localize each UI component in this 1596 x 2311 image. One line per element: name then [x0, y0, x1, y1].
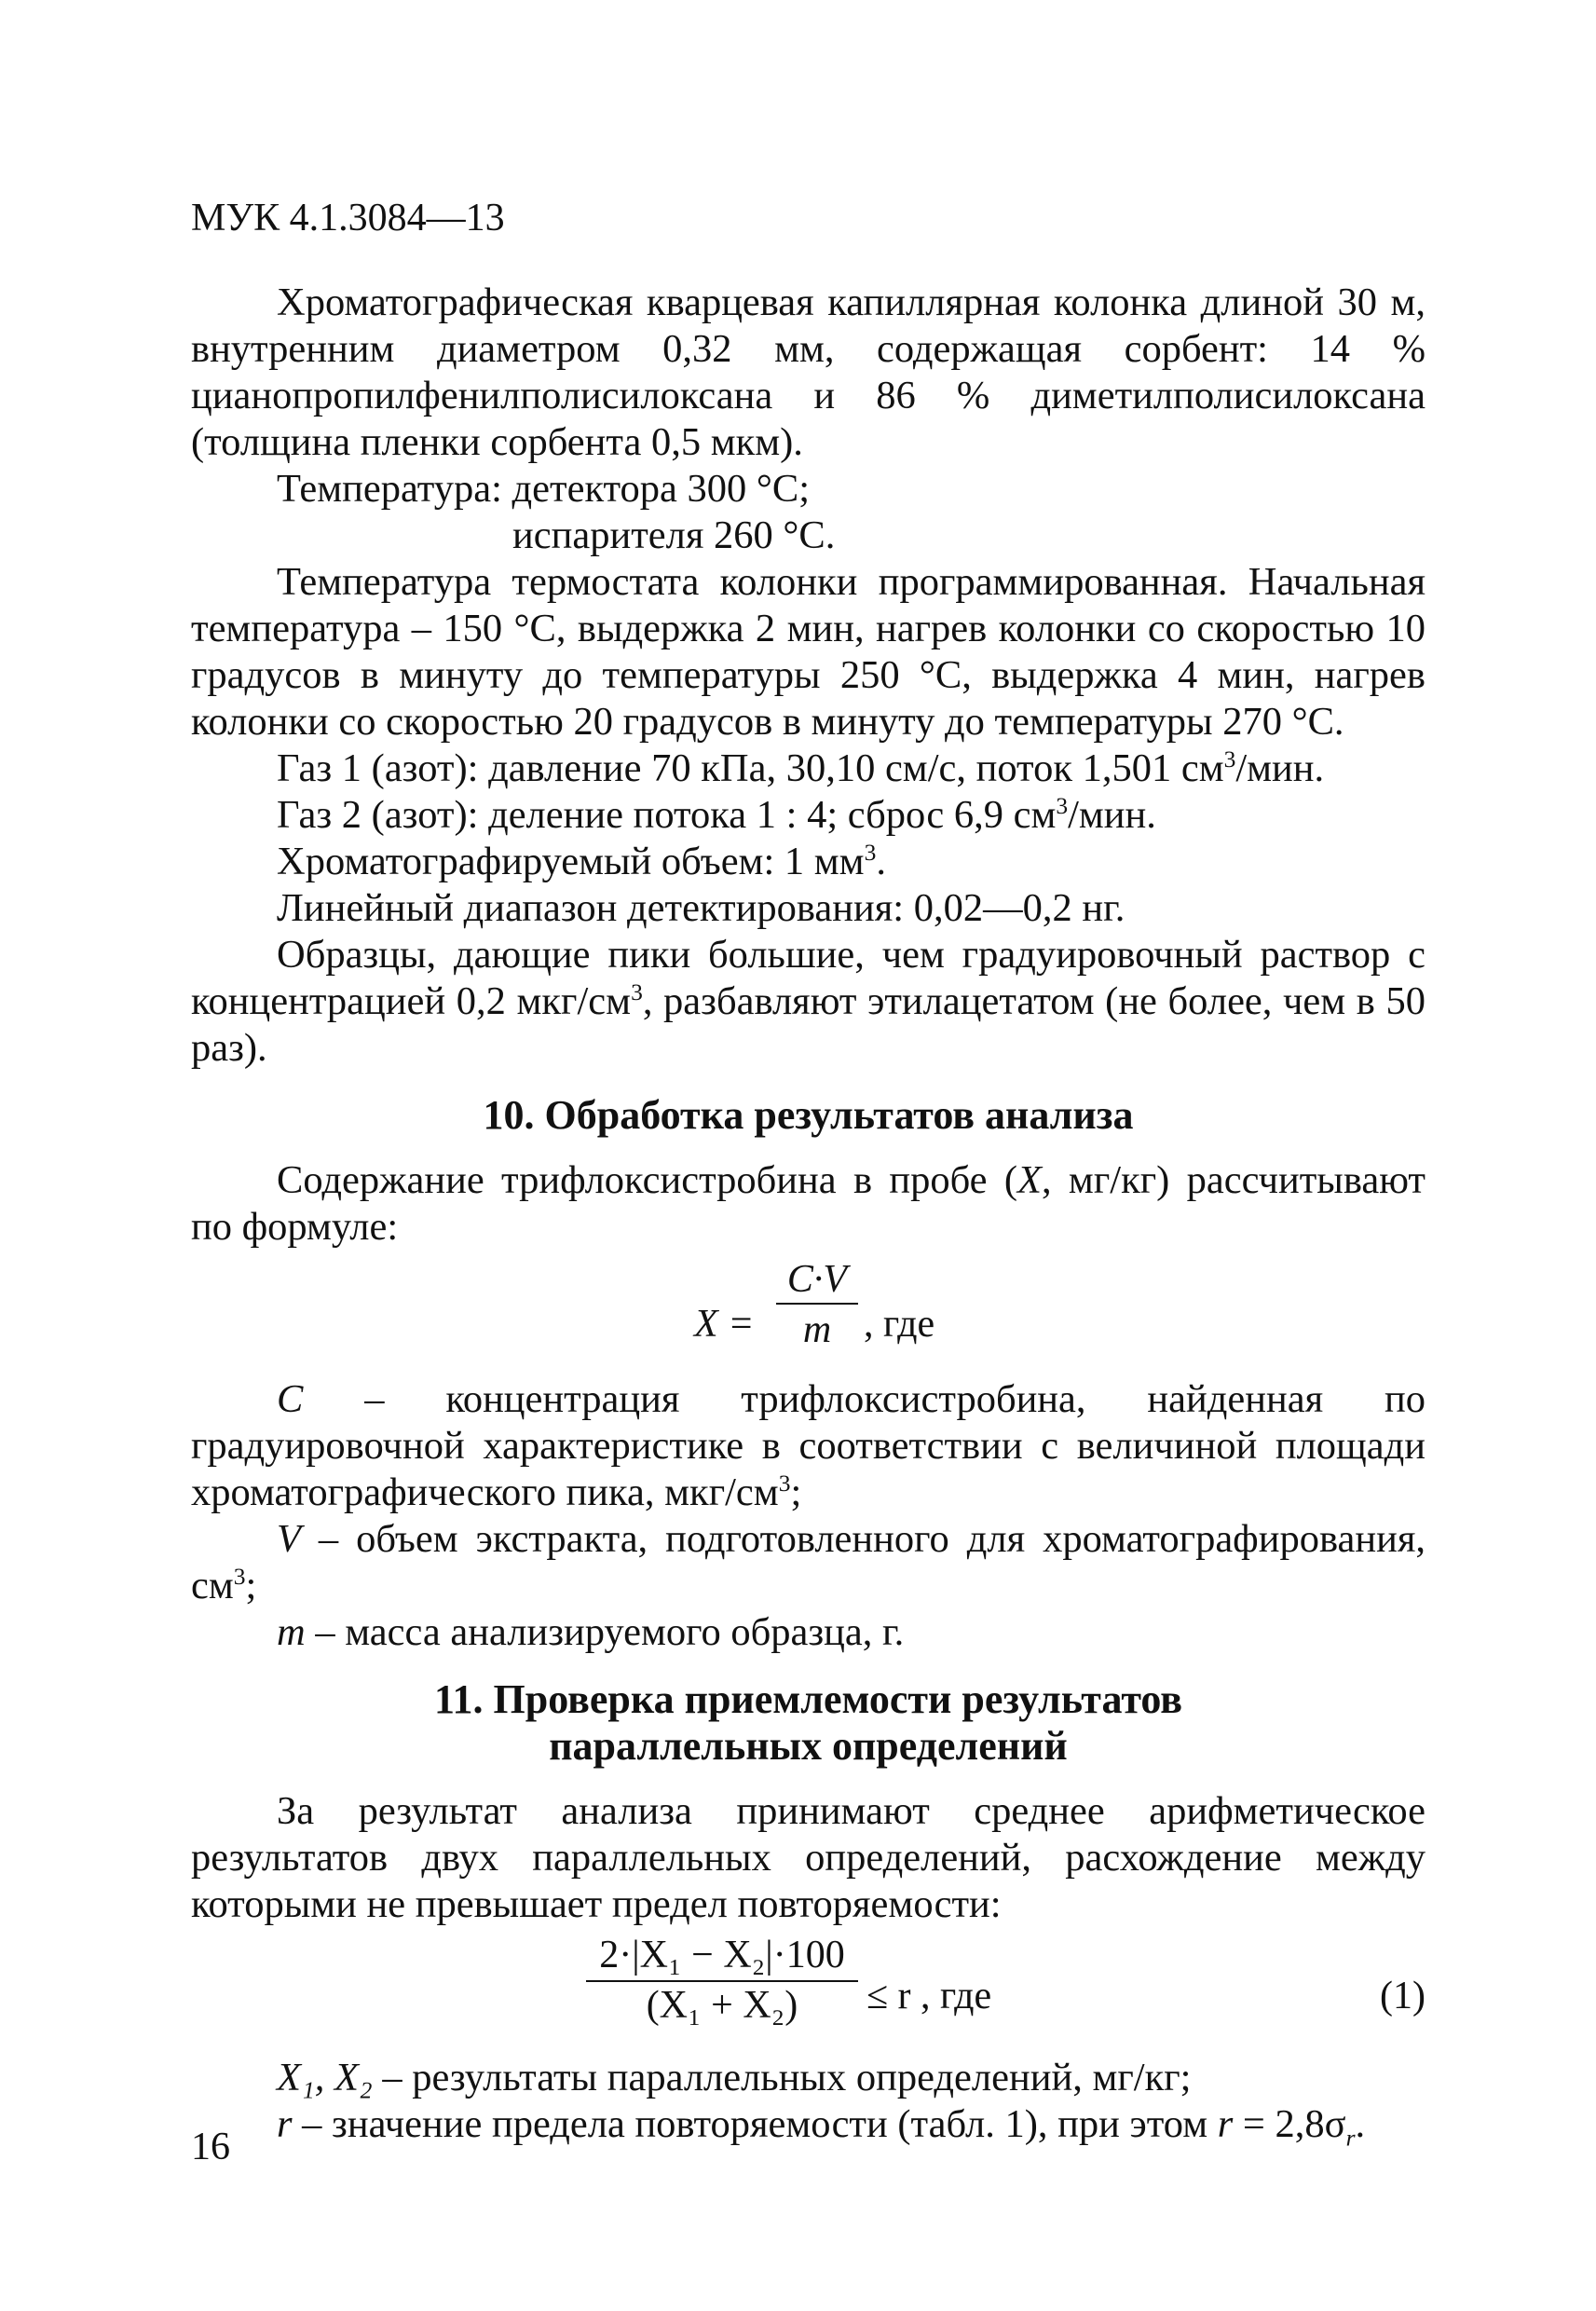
- paragraph-evaporator: испарителя 260 °С.: [512, 513, 836, 557]
- document-header: МУК 4.1.3084—13: [191, 197, 505, 239]
- definition-text: – объем экстракта, подготовленного для хроматографирования, см: [191, 1517, 1425, 1607]
- fraction-bar: [776, 1303, 858, 1305]
- paragraph-linear-range: Линейный диапазон детектирования: 0,02—0,2 нг.: [277, 886, 1125, 930]
- gas1-tail: /мин.: [1235, 746, 1325, 790]
- paragraph-column: Хроматографическая кварцевая капиллярная колонка длиной 30 м, внутренним диаметром 0,32 мм, содержащая сорбент: 14 % цианопропилфенилполисилоксана и 86 % диметилполисилоксана (толщина пленки сорбента 0,5 мкм).: [191, 280, 1425, 464]
- paragraph-volume: [191, 839, 1425, 885]
- superscript-3: 3: [778, 1469, 791, 1497]
- formula-fraction: [582, 1932, 862, 2031]
- definition-c: [191, 1376, 1425, 1516]
- paragraph-gas1: [191, 745, 1425, 792]
- formula-denominator: (X₁ + X₂): [646, 1984, 798, 2027]
- intro-text-b: , мг/кг) рассчитывают по формуле:: [191, 1158, 1425, 1249]
- volume-text: Хроматографируемый объем: 1 мм: [277, 840, 865, 883]
- definition-r: [191, 2101, 1425, 2152]
- formula-numerator: 2·|X₁ − X₂|·100: [599, 1934, 845, 1976]
- definition-text: – масса анализируемого образца, г.: [305, 1610, 905, 1654]
- formula-numerator: C·V: [786, 1258, 848, 1301]
- formula-where: ≤ r , где: [866, 1975, 992, 2017]
- definition-m: [191, 1609, 1425, 1656]
- symbol-x1-x2: X₁, X₂: [277, 2056, 373, 2099]
- section-11-title-line1: 11. Проверка приемлемости результатов: [433, 1676, 1183, 1722]
- formula-x: [191, 1256, 1425, 1363]
- gas2-text: Газ 2 (азот): деление потока 1 : 4; сброс 6,9 см: [277, 793, 1057, 837]
- definition-text: – результаты параллельных определений, мг/кг;: [372, 2056, 1192, 2099]
- section-11-title: [191, 1676, 1425, 1770]
- definition-formula: = 2,8σ: [1233, 2102, 1346, 2146]
- superscript-3: 3: [1223, 745, 1236, 773]
- superscript-3: 3: [864, 838, 877, 866]
- symbol-v: V: [277, 1517, 301, 1561]
- formula-fraction: [771, 1256, 864, 1353]
- samples-text: Образцы, дающие пики большие, чем градуировочный раствор с концентрацией 0,2 мкг/см: [191, 933, 1425, 1023]
- samples-tail: , разбавляют этилацетатом (не более, чем в 50 раз).: [191, 979, 1425, 1070]
- definition-end: .: [1355, 2102, 1366, 2146]
- definition-tail: ;: [245, 1564, 257, 1607]
- symbol-m: m: [277, 1610, 306, 1654]
- definition-tail: ;: [790, 1470, 802, 1514]
- formula-denominator: m: [802, 1308, 832, 1351]
- section-10-intro: [191, 1157, 1425, 1251]
- gas1-text: Газ 1 (азот): давление 70 кПа, 30,10 см/с, поток 1,501 см: [277, 746, 1224, 790]
- paragraph-samples: [191, 932, 1425, 1072]
- section-10-title: 10. Обработка результатов анализа: [483, 1092, 1134, 1138]
- definition-x1-x2: [191, 2055, 1425, 2101]
- section-11-intro: За результат анализа принимают среднее арифметическое результатов двух параллельных определений, расхождение между которыми не превышает предел повторяемости:: [191, 1789, 1425, 1926]
- symbol-r: r: [277, 2102, 293, 2146]
- paragraph-gas2: [191, 792, 1425, 839]
- gas2-tail: /мин.: [1068, 793, 1156, 837]
- formula-where: , где: [864, 1303, 935, 1346]
- paragraph-thermostat: Температура термостата колонки программированная. Начальная температура – 150 °С, выдержка 2 мин, нагрев колонки со скоростью 10 градусов в минуту до температуры 250 °С, выдержка 4 мин, нагрев колонки со скоростью 20 градусов в минуту до температуры 270 °С.: [191, 560, 1425, 744]
- symbol-c: C: [277, 1377, 304, 1421]
- subscript-r: r: [1345, 2124, 1356, 2152]
- definition-text: – концентрация трифлоксистробина, найденная по градуировочной характеристике в соответствии с величиной площади хроматографического пика, мкг/см: [191, 1377, 1425, 1514]
- superscript-3: 3: [1056, 791, 1069, 819]
- paragraph-temperature: Температура: детектора 300 °С;: [277, 467, 811, 511]
- intro-text-a: Содержание трифлоксистробина в пробе (: [277, 1158, 1018, 1202]
- formula-lhs: X =: [694, 1303, 755, 1346]
- superscript-3: 3: [233, 1562, 246, 1590]
- formula-number: (1): [1380, 1975, 1425, 2017]
- definition-v: [191, 1516, 1425, 1609]
- symbol-r: r: [1217, 2102, 1234, 2146]
- section-11-title-line2: параллельных определений: [549, 1723, 1068, 1769]
- definition-text: – значение предела повторяемости (табл. 1), при этом: [292, 2102, 1218, 2146]
- formula-repeatability: [191, 1932, 1425, 2044]
- document-body: [191, 280, 1425, 2152]
- intro-symbol-x: X: [1017, 1158, 1042, 1202]
- superscript-3: 3: [631, 978, 643, 1005]
- volume-tail: .: [876, 840, 886, 883]
- page-number: 16: [191, 2126, 230, 2168]
